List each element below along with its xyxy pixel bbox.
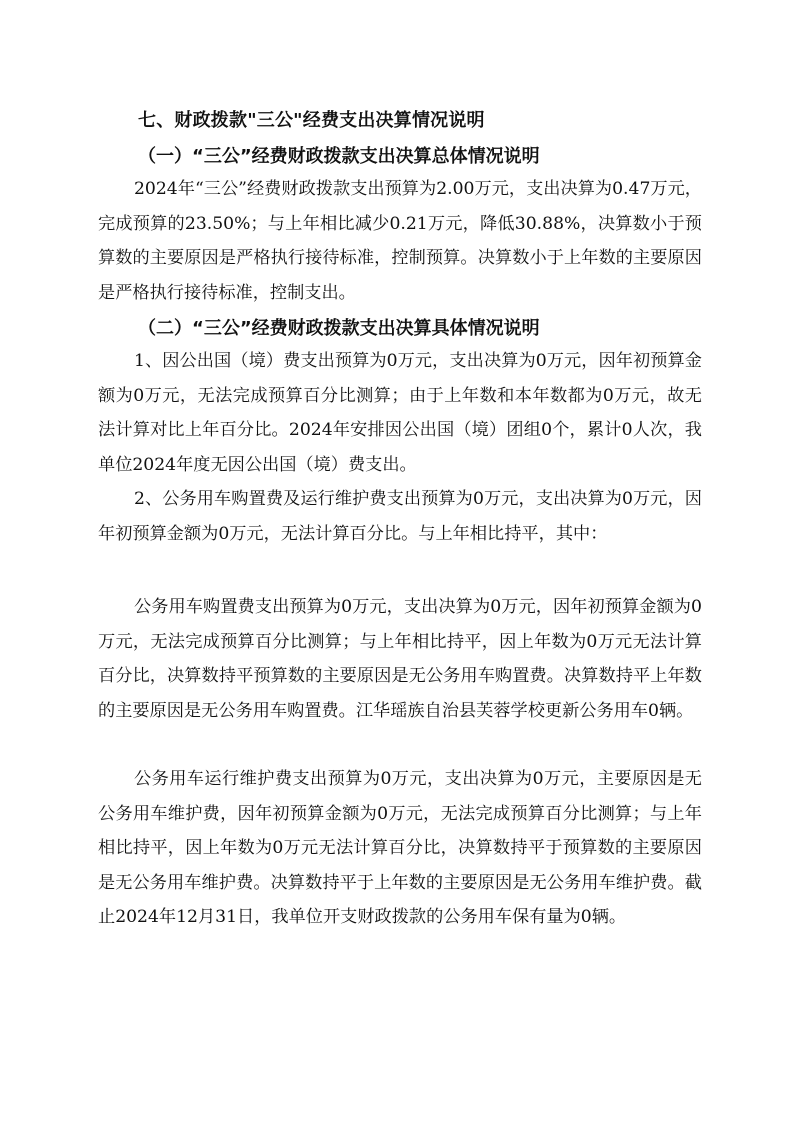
subsection-heading-details: （二）“三公”经费财政拨款支出决算具体情况说明	[138, 318, 540, 339]
paragraph-official-vehicles: 2、公务用车购置费及运行维护费支出预算为0万元，支出决算为0万元，因年初预算金额为0万元，无法计算百分比。与上年相比持平，其中：	[98, 489, 702, 544]
subsection-heading-overall: （一）“三公”经费财政拨款支出决算总体情况说明	[138, 146, 540, 167]
section-heading-three-public-expenses: 七、财政拨款"三公"经费支出决算情况说明	[138, 110, 485, 131]
paragraph-overseas-travel: 1、因公出国（境）费支出预算为0万元，支出决算为0万元，因年初预算金额为0万元，无法完成预算百分比测算；由于上年数和本年数都为0万元，故无法计算对比上年百分比。2024年安排因公出国（境）团组0个，累计0人次，我单位2024年度无因公出国（境）费支出。	[98, 351, 702, 475]
paragraph-vehicle-purchase: 公务用车购置费支出预算为0万元，支出决算为0万元，因年初预算金额为0万元，无法完成预算百分比测算；与上年相比持平，因上年数为0万元无法计算百分比，决算数持平预算数的主要原因是无公务用车购置费。决算数持平上年数的主要原因是无公务用车购置费。江华瑶族自治县芙蓉学校更新公务用车0辆。	[98, 597, 702, 721]
paragraph-vehicle-maintenance: 公务用车运行维护费支出预算为0万元，支出决算为0万元，主要原因是无公务用车维护费，因年初预算金额为0万元，无法完成预算百分比测算；与上年相比持平，因上年数为0万元无法计算百分比，决算数持平于预算数的主要原因是无公务用车维护费。决算数持平于上年数的主要原因是无公务用车维护费。截止2024年12月31日，我单位开支财政拨款的公务用车保有量为0辆。	[98, 769, 702, 927]
paragraph-overall-summary: 2024年“三公”经费财政拨款支出预算为2.00万元，支出决算为0.47万元，完成预算的23.50%；与上年相比减少0.21万元，降低30.88%，决算数小于预算数的主要原因是严格执行接待标准，控制预算。决算数小于上年数的主要原因是严格执行接待标准，控制支出。	[98, 179, 702, 303]
